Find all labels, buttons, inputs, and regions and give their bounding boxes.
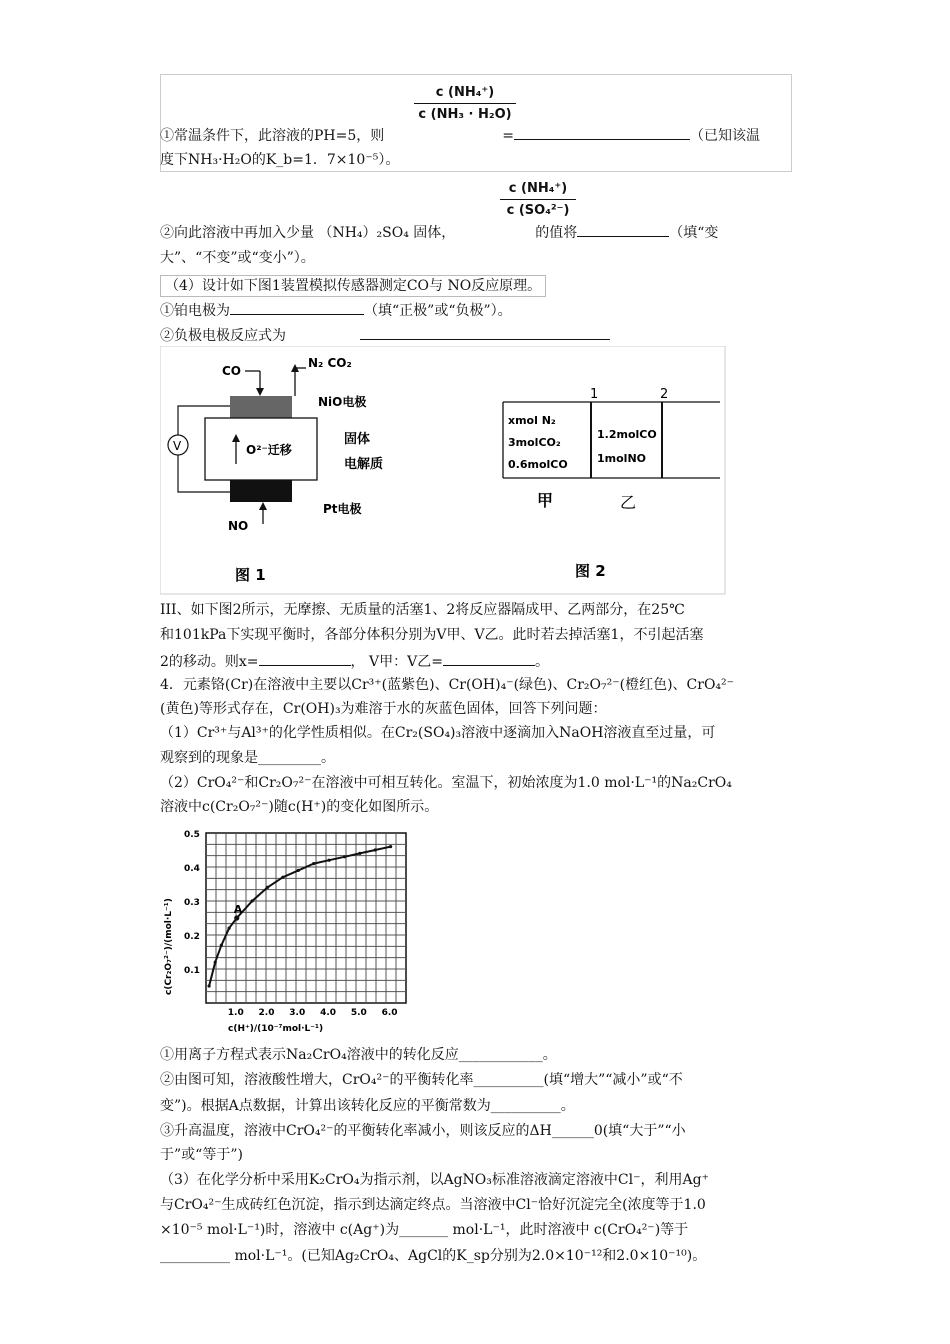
data-point <box>227 927 230 930</box>
jia-content-line: 0.6molCO <box>508 458 568 471</box>
q4-p2-line2: 溶液中c(Cr₂O₇²⁻)随c(H⁺)的变化如图所示。 <box>160 799 439 815</box>
part3-line2: 和101kPa下实现平衡时，各部分体积分别为V甲、V乙。此时若去掉活塞1，不引起活塞 <box>160 627 704 643</box>
answer-blank-x[interactable] <box>259 650 351 666</box>
fraction-denominator: c (SO₄²⁻) <box>506 203 570 218</box>
electrolyte-label: 电解质 <box>344 457 384 472</box>
q4-p3-line2: 与CrO₄²⁻生成砖红色沉淀，指示到达滴定终点。当溶液中Cl⁻恰好沉淀完全(浓度等于1.0 <box>160 1197 706 1213</box>
solid-label: 固体 <box>344 432 371 447</box>
y-tick-label: 0.4 <box>184 864 200 874</box>
q3-item2-post: （填“变 <box>669 225 719 241</box>
data-point <box>374 848 377 851</box>
part4-item1-pre: ①铂电极为 <box>160 303 230 319</box>
y-ticks <box>184 830 200 976</box>
q3-item2-line2: 大”、“不变”或“变小”）。 <box>160 250 315 266</box>
part4-item1 <box>160 299 512 321</box>
q4-p3-line3: ×10⁻⁵ mol·L⁻¹)时，溶液中 c(Ag⁺)为_______ mol·L⁻¹，此时溶液中 c(CrO₄²⁻)等于 <box>160 1222 689 1238</box>
co-label: CO <box>222 364 242 378</box>
figure-1-sensor <box>168 356 383 584</box>
q4-s2-line2: 变”)。根据A点数据，计算出该转化反应的平衡常数为__________。 <box>160 1098 575 1114</box>
part3-line3 <box>160 650 549 672</box>
x-tick-label: 2.0 <box>258 1008 275 1018</box>
point-a-marker <box>234 915 239 920</box>
part3-ratio-prompt: ， V甲：V乙= <box>350 654 443 670</box>
answer-blank-pt-electrode[interactable] <box>230 299 364 315</box>
data-point <box>312 862 315 865</box>
arrow-in-icon <box>256 388 264 396</box>
data-point <box>207 984 210 987</box>
q3-item1-line <box>160 124 760 146</box>
part3-line1: III、如下图2所示，无摩擦、无质量的活塞1、2将反应器隔成甲、乙两部分，在25℃ <box>160 602 685 618</box>
o2-migration-label: O²⁻迁移 <box>246 443 292 457</box>
q4-line1: 4．元素铬(Cr)在溶液中主要以Cr³⁺(蓝紫色)、Cr(OH)₄⁻(绿色)、Cr₂O₇²⁻(橙红色)、CrO₄²⁻ <box>160 677 735 693</box>
data-point <box>327 859 330 862</box>
q3-item2-line <box>160 221 718 243</box>
part4-title: （4）设计如下图1装置模拟传感器测定CO与 NO反应原理。 <box>160 275 546 297</box>
fraction-nh4-over-nh3h2o <box>414 85 516 122</box>
chart-cr2o7-vs-h <box>158 825 412 1035</box>
fraction-numerator: c (NH₄⁺) <box>414 85 516 104</box>
q4-p3-line4: __________ mol·L⁻¹。(已知Ag₂CrO₄、AgCl的K_sp分别为2.0×10⁻¹²和2.0×10⁻¹⁰)。 <box>160 1248 707 1264</box>
jia-content-line: 3molCO₂ <box>508 436 561 449</box>
y-tick-label: 0.2 <box>184 932 200 942</box>
q3-item1-eq: = <box>502 128 515 144</box>
part4-item2-text: ②负极电极反应式为 <box>160 328 286 344</box>
q4-s3-line1: ③升高温度，溶液中CrO₄²⁻的平衡转化率减小，则该反应的ΔH______0(填“大于”“小 <box>160 1123 686 1139</box>
answer-blank-anode-equation[interactable] <box>360 324 610 340</box>
x-axis-label: c(H⁺)/(10⁻⁷mol·L⁻¹) <box>228 1024 324 1034</box>
data-point <box>266 886 269 889</box>
figures-panel <box>160 346 730 596</box>
fraction-nh4-over-so4 <box>500 181 576 218</box>
q4-s1: ①用离子方程式表示Na₂CrO₄溶液中的转化反应____________。 <box>160 1047 557 1063</box>
arrow-up-icon <box>259 502 267 510</box>
answer-blank-trend[interactable] <box>577 221 669 237</box>
x-tick-label: 3.0 <box>289 1008 306 1018</box>
q4-p1-line2: 观察到的现象是_________。 <box>160 750 335 766</box>
nio-electrode <box>230 396 292 418</box>
jia-content-line: xmol N₂ <box>508 414 556 427</box>
data-point <box>281 876 284 879</box>
figure-1-caption: 图 1 <box>235 566 266 584</box>
pt-label: Pt电极 <box>323 502 362 516</box>
data-point <box>343 855 346 858</box>
y-axis-label: c(Cr₂O₇²⁻)/(mol·L⁻¹) <box>164 898 174 995</box>
fraction-numerator: c (NH₄⁺) <box>500 181 576 200</box>
q3-item1-post: （已知该温 <box>690 128 761 144</box>
part4-item1-post: （填“正极”或“负极”）。 <box>364 303 512 319</box>
piston-2-label: 2 <box>660 387 669 402</box>
x-tick-label: 6.0 <box>381 1008 398 1018</box>
piston-1-label: 1 <box>590 387 599 402</box>
data-point <box>251 899 254 902</box>
nio-label: NiO电极 <box>318 395 367 409</box>
data-point <box>220 944 223 947</box>
part3-x-prompt: 2的移动。则x= <box>160 654 259 670</box>
jia-label: 甲 <box>537 491 554 510</box>
q4-s3-line2: 于”或“等于”) <box>160 1147 243 1163</box>
point-a-label: A <box>233 903 243 916</box>
fraction-denominator: c (NH₃ · H₂O) <box>418 107 512 122</box>
y-tick-label: 0.3 <box>184 898 200 908</box>
answer-blank-volume-ratio[interactable] <box>443 650 535 666</box>
figure-2-caption: 图 2 <box>575 562 606 580</box>
y-tick-label: 0.1 <box>184 966 200 976</box>
q4-p1-line1: （1）Cr³⁺与Al³⁺的化学性质相似。在Cr₂(SO₄)₃溶液中逐滴加入NaOH溶液直至过量，可 <box>160 725 716 741</box>
part4-item2 <box>160 324 610 346</box>
data-point <box>214 961 217 964</box>
answer-blank-ratio[interactable] <box>514 124 690 140</box>
x-ticks <box>228 1008 398 1018</box>
data-point <box>389 845 392 848</box>
yi-label: 乙 <box>620 493 637 512</box>
voltmeter-label: V <box>173 439 182 453</box>
figure-2-reactor <box>503 387 720 580</box>
q4-line2: (黄色)等形式存在，Cr(OH)₃为难溶于水的灰蓝色固体，回答下列问题： <box>160 701 607 717</box>
no-label: NO <box>228 519 249 533</box>
q3-item2-pre: ②向此溶液中再加入少量 （NH₄）₂SO₄ 固体， <box>160 225 456 241</box>
pt-electrode <box>230 480 292 502</box>
x-tick-label: 5.0 <box>350 1008 367 1018</box>
x-tick-label: 4.0 <box>320 1008 337 1018</box>
x-tick-label: 1.0 <box>227 1008 244 1018</box>
q3-item2-mid: 的值将 <box>535 225 578 241</box>
q4-p2-line1: （2）CrO₄²⁻和Cr₂O₇²⁻在溶液中可相互转化。室温下，初始浓度为1.0 mol·L⁻¹的Na₂CrO₄ <box>160 775 732 791</box>
q3-item1-line2: 度下NH₃·H₂O的K_b=1．7×10⁻⁵）。 <box>160 152 400 168</box>
part3-end: 。 <box>534 654 549 670</box>
q4-s2-line1: ②由图可知，溶液酸性增大，CrO₄²⁻的平衡转化率__________(填“增大”“减小”或“不 <box>160 1072 683 1088</box>
yi-content-line: 1molNO <box>597 452 647 465</box>
data-point <box>297 869 300 872</box>
data-point <box>358 852 361 855</box>
q4-p3-line1: （3）在化学分析中采用K₂CrO₄为指示剂，以AgNO₃标准溶液滴定溶液中Cl⁻，利用Ag⁺ <box>160 1172 709 1188</box>
products-label: N₂ CO₂ <box>308 356 352 370</box>
y-tick-label: 0.5 <box>184 830 200 840</box>
yi-content-line: 1.2molCO <box>597 428 657 441</box>
q3-item1-pre: ①常温条件下，此溶液的PH=5，则 <box>160 128 385 144</box>
